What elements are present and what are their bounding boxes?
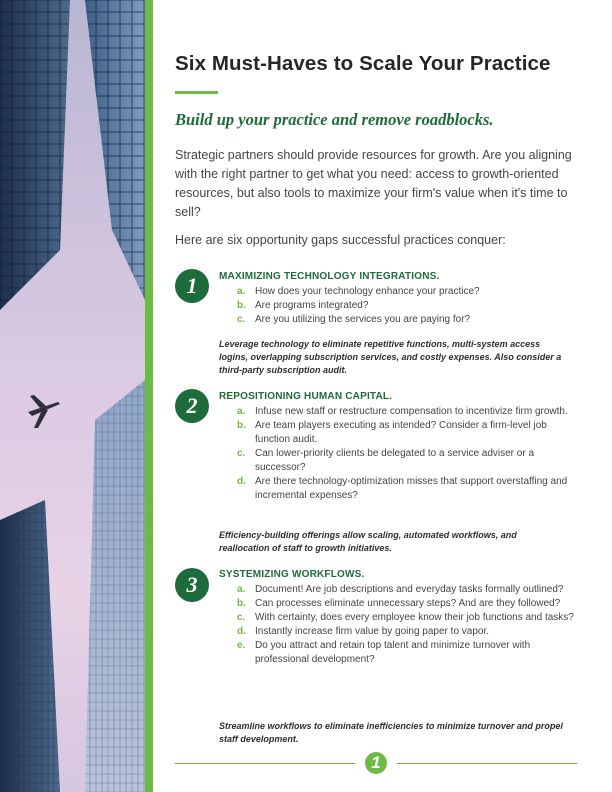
lead-sentence: Here are six opportunity gaps successful practices conquer:	[175, 233, 506, 247]
accent-stripe	[145, 0, 153, 792]
intro-paragraph: Strategic partners should provide resources for growth. Are you aligning with the right partner to get what you need: access to growth-oriented resources, but also tools to maximize your firm's value when it's time to sell?	[175, 148, 572, 219]
section-heading: REPOSITIONING HUMAN CAPITAL.	[219, 391, 393, 402]
page-footer	[175, 752, 577, 776]
page-title: Six Must-Haves to Scale Your Practice	[175, 52, 551, 75]
list-item: d. Are there technology-optimization misses that support overstaffing and incremental expenses?	[237, 476, 568, 501]
section-note: Efficiency-building offerings allow scaling, automated workflows, and reallocation of staff to growth initiatives.	[219, 530, 517, 553]
list-item: b. Are team players executing as intended? Consider a firm-level job function audit.	[237, 420, 547, 445]
title-divider	[175, 91, 218, 94]
list-item: a. Infuse new staff or restructure compensation to incentivize firm growth.	[237, 406, 568, 417]
list-item: c. With certainty, does every employee know their job functions and tasks?	[237, 612, 574, 623]
list-item: c. Are you utilizing the services you are paying for?	[237, 314, 471, 325]
question-list	[237, 583, 577, 667]
list-item: b. Can processes eliminate unnecessary steps? And are they followed?	[237, 598, 561, 609]
section-note: Leverage technology to eliminate repetitive functions, multi-system access logins, overlapping subscription services, and costly expenses. Also consider a third-party subscription audit.	[219, 339, 562, 375]
list-item: c. Can lower-priority clients be delegated to a service adviser or a successor?	[237, 448, 535, 473]
question-list	[237, 405, 577, 503]
page-subtitle: Build up your practice and remove roadblocks.	[175, 110, 494, 129]
brand-logo-icon: 1	[365, 752, 387, 774]
section-note: Streamline workflows to eliminate inefficiencies to minimize turnover and propel staff development.	[219, 721, 563, 744]
footer-rule-right	[397, 763, 577, 764]
section-heading: SYSTEMIZING WORKFLOWS.	[219, 569, 365, 580]
section-heading: MAXIMIZING TECHNOLOGY INTEGRATIONS.	[219, 271, 440, 282]
list-item: a. Document! Are job descriptions and everyday tasks formally outlined?	[237, 584, 564, 595]
section-number-badge: 2	[175, 389, 209, 423]
section-number-badge: 3	[175, 568, 209, 602]
list-item: d. Instantly increase firm value by going paper to vapor.	[237, 626, 490, 637]
list-item: e. Do you attract and retain top talent and minimize turnover with professional development?	[237, 640, 531, 665]
hero-photo	[0, 0, 145, 792]
skyscraper-photo-graphic	[0, 0, 145, 792]
question-list	[237, 285, 577, 327]
section-number-badge: 1	[175, 269, 209, 303]
list-item: b. Are programs integrated?	[237, 300, 369, 311]
footer-rule-left	[175, 763, 355, 764]
list-item: a. How does your technology enhance your practice?	[237, 286, 480, 297]
